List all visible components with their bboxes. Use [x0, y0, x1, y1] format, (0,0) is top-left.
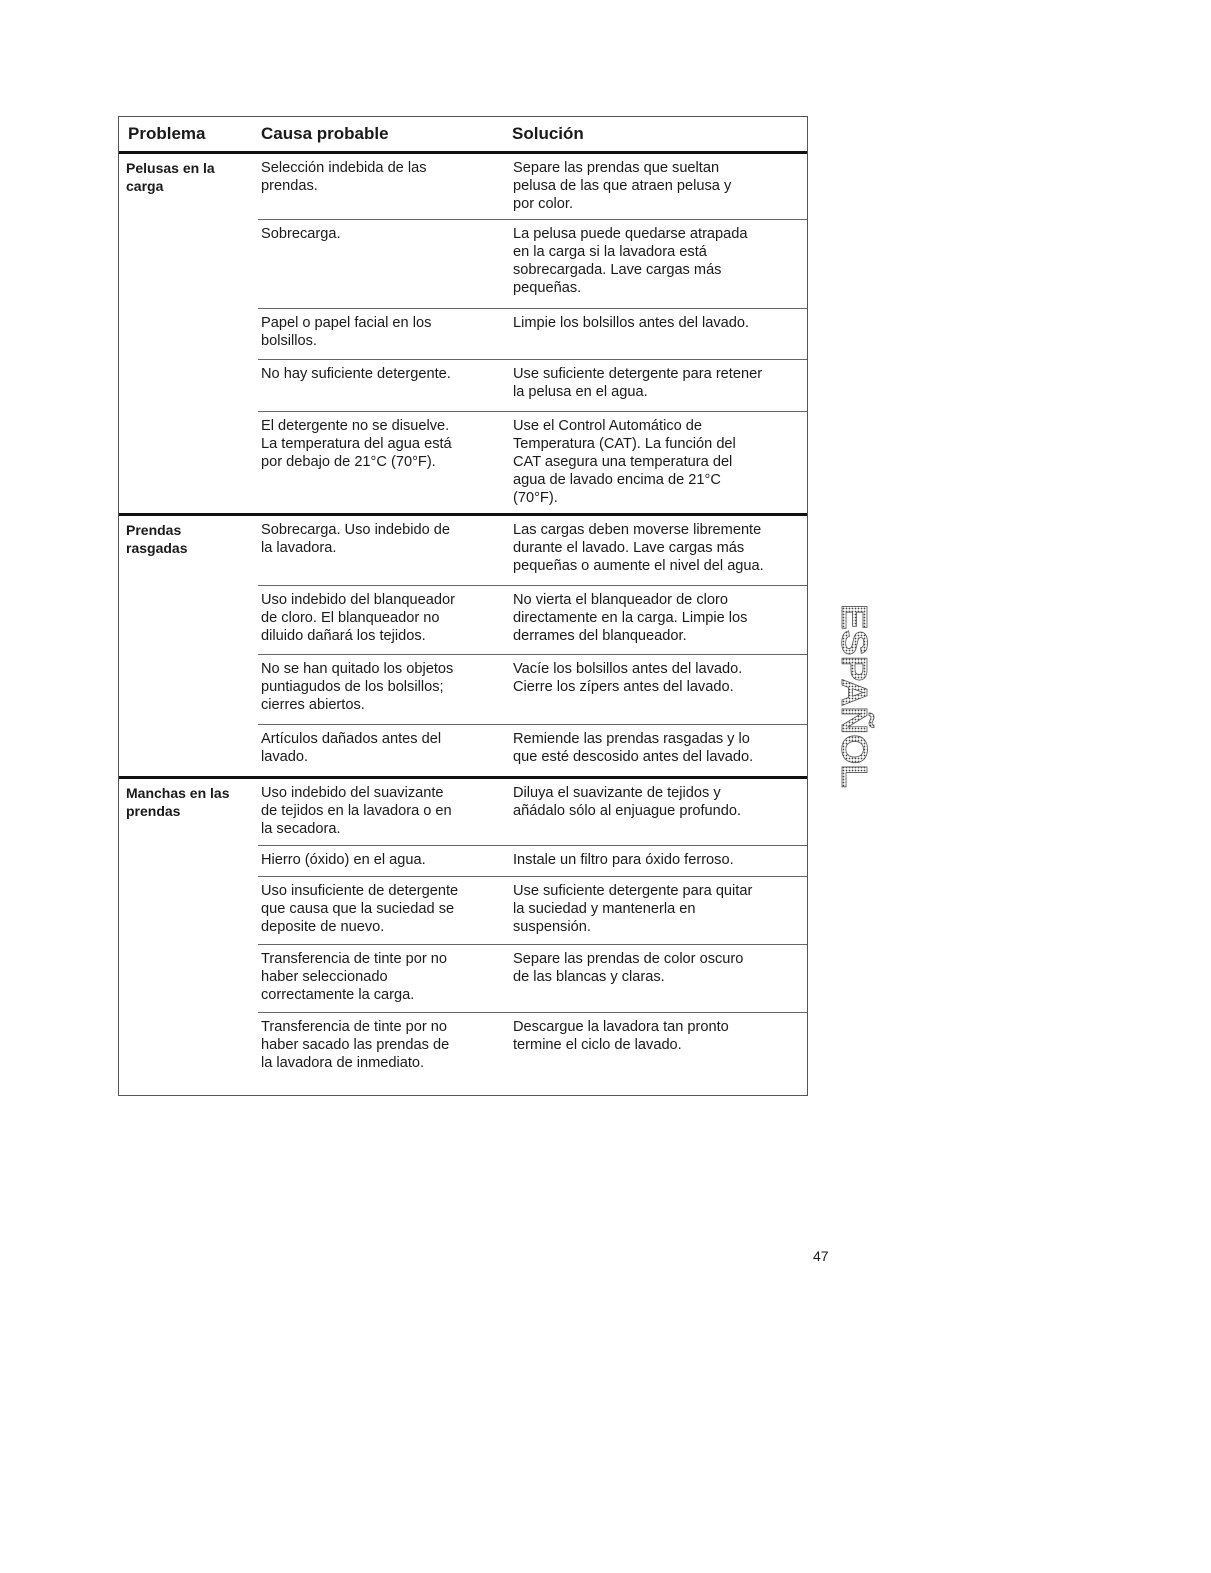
table-row — [258, 516, 807, 586]
table-row — [258, 360, 807, 412]
table-row — [258, 846, 807, 877]
solution-cell: No vierta el blanqueador de cloro directamente en la carga. Limpie los derrames del blanqueador. — [513, 592, 748, 644]
cause-cell: Sobrecarga. Uso indebido de la lavadora. — [261, 522, 451, 556]
table-row — [258, 655, 807, 725]
solution-cell: Remiende las prendas rasgadas y lo que esté descosido antes del lavado. — [513, 731, 754, 765]
side-language-tab — [812, 604, 875, 788]
table-row — [258, 154, 807, 220]
problem-group-torn — [119, 516, 807, 779]
side-label-text: ESPAÑOL — [834, 604, 875, 776]
solution-cell: Las cargas deben moverse libremente durante el lavado. Lave cargas más pequeñas o aumente el nivel del agua. — [513, 522, 764, 574]
table-row — [258, 412, 807, 513]
cause-cell: Hierro (óxido) en el agua. — [261, 852, 426, 868]
cause-cell: Uso indebido del blanqueador de cloro. El blanqueador no diluido dañará los tejidos. — [261, 592, 455, 644]
header-cause: Causa probable — [261, 124, 389, 143]
cause-cell: El detergente no se disuelve. La temperatura del agua está por debajo de 21°C (70°F). — [261, 418, 452, 470]
table-row — [258, 1013, 807, 1093]
problem-group-stains — [119, 779, 807, 1095]
solution-cell: Use suficiente detergente para quitar la suciedad y mantenerla en suspensión. — [513, 883, 753, 935]
cause-cell: No se han quitado los objetos puntiagudos de los bolsillos; cierres abiertos. — [261, 661, 454, 713]
table-row — [258, 877, 807, 945]
header-problem: Problema — [128, 124, 206, 143]
cause-cell: Selección indebida de las prendas. — [261, 160, 427, 194]
table-header — [119, 117, 807, 154]
cause-cell: Transferencia de tinte por no haber sacado las prendas de la lavadora de inmediato. — [261, 1019, 450, 1071]
solution-cell: Diluya el suavizante de tejidos y añádalo sólo al enjuague profundo. — [513, 785, 742, 819]
cause-cell: Uso insuficiente de detergente que causa que la suciedad se deposite de nuevo. — [261, 883, 459, 935]
table-row — [258, 586, 807, 655]
solution-cell: Use suficiente detergente para retener la pelusa en el agua. — [513, 366, 763, 400]
solution-cell: Limpie los bolsillos antes del lavado. — [513, 315, 750, 331]
solution-cell: La pelusa puede quedarse atrapada en la carga si la lavadora está sobrecargada. Lave cargas más pequeñas. — [513, 226, 748, 296]
table-row — [258, 220, 807, 309]
problem-label: Manchas en las prendas — [126, 785, 230, 819]
solution-cell: Instale un filtro para óxido ferroso. — [513, 852, 734, 868]
solution-cell: Descargue la lavadora tan pronto termine el ciclo de lavado. — [513, 1019, 729, 1053]
table-row — [258, 725, 807, 776]
cause-cell: Sobrecarga. — [261, 226, 341, 242]
solution-cell: Separe las prendas que sueltan pelusa de las que atraen pelusa y por color. — [513, 160, 732, 212]
problem-label: Pelusas en la carga — [126, 160, 215, 194]
table-row — [258, 945, 807, 1013]
solution-cell: Vacíe los bolsillos antes del lavado. Cierre los zípers antes del lavado. — [513, 661, 743, 695]
cause-cell: No hay suficiente detergente. — [261, 366, 451, 382]
solution-cell: Use el Control Automático de Temperatura (CAT). La función del CAT asegura una temperatura del agua de lavado encima de 21°C (70°F). — [513, 418, 736, 506]
page-number: 47 — [813, 1248, 829, 1264]
troubleshooting-table — [118, 116, 808, 1096]
solution-cell: Separe las prendas de color oscuro de las blancas y claras. — [513, 951, 744, 985]
cause-cell: Artículos dañados antes del lavado. — [261, 731, 442, 765]
table-row — [258, 309, 807, 360]
problem-group-lint — [119, 154, 807, 516]
table-row — [258, 779, 807, 846]
cause-cell: Uso indebido del suavizante de tejidos en la lavadora o en la secadora. — [261, 785, 452, 837]
cause-cell: Papel o papel facial en los bolsillos. — [261, 315, 432, 349]
header-solution: Solución — [512, 124, 584, 143]
cause-cell: Transferencia de tinte por no haber seleccionado correctamente la carga. — [261, 951, 448, 1003]
problem-label: Prendas rasgadas — [126, 522, 188, 556]
